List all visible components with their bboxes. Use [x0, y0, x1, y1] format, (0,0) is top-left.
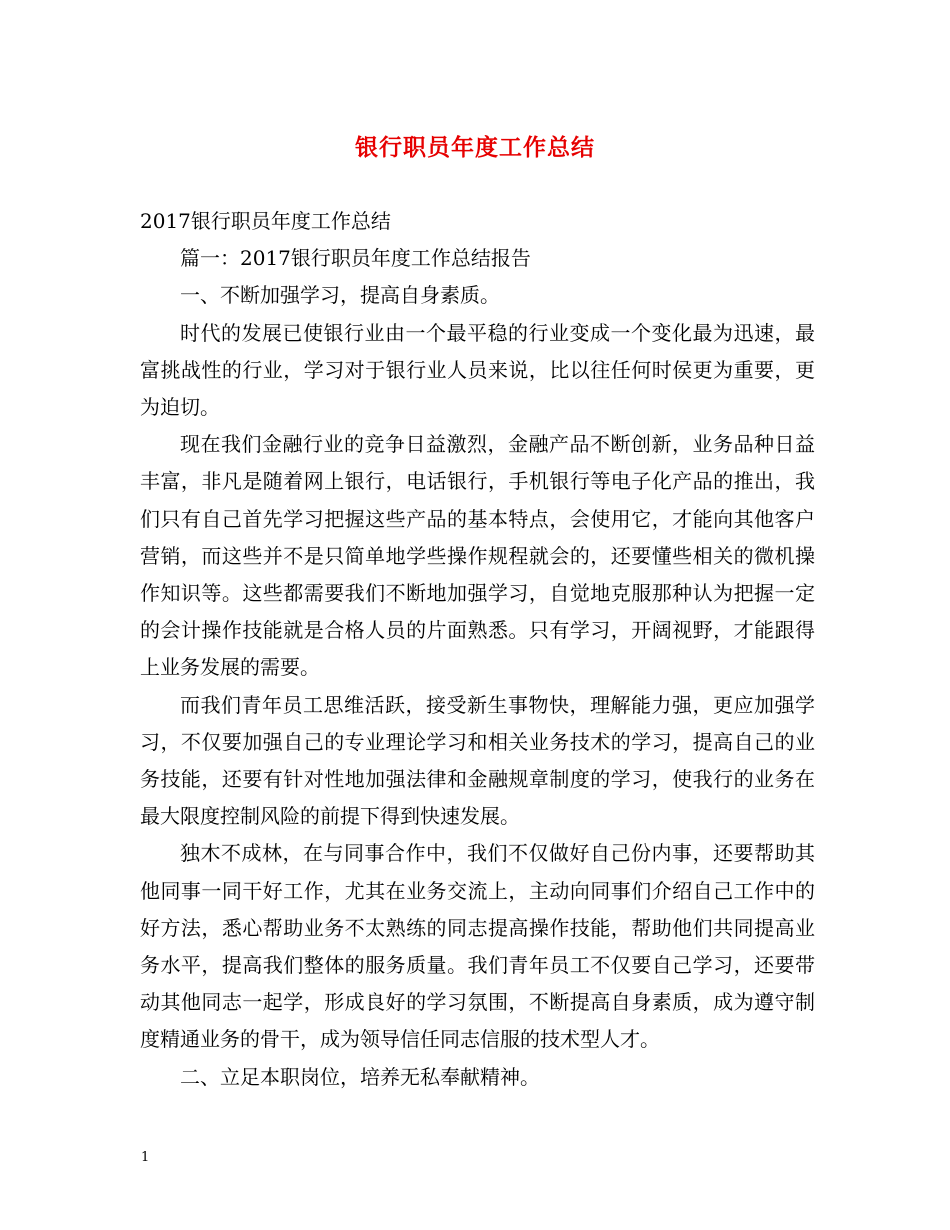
section-heading-paragraph: 一、不断加强学习，提高自身素质。	[180, 283, 500, 308]
body-paragraph: 时代的发展已使银行业由一个最平稳的行业变成一个变化最为迅速，最富挑战性的行业，学习对于银行业人员来说，比以往任何时侯更为重要，更为迫切。	[140, 320, 815, 420]
section-heading-paragraph: 二、立足本职岗位，培养无私奉献精神。	[180, 1064, 540, 1089]
body-paragraph: 而我们青年员工思维活跃，接受新生事物快，理解能力强，更应加强学习，不仅要加强自己的专业理论学习和相关业务技术的学习，提高自己的业务技能，还要有针对性地加强法律和金融规章制度的学习，使我行的业务在最大限度控制风险的前提下得到快速发展。	[140, 692, 815, 829]
subtitle-paragraph: 2017银行职员年度工作总结	[140, 209, 391, 233]
page-number: 1	[141, 1150, 150, 1165]
document-title: 银行职员年度工作总结	[355, 134, 595, 161]
section-heading-paragraph: 篇一：2017银行职员年度工作总结报告	[180, 246, 531, 271]
document-body	[140, 203, 815, 1096]
body-paragraph: 独木不成林，在与同事合作中，我们不仅做好自己份内事，还要帮助其他同事一同干好工作，尤其在业务交流上，主动向同事们介绍自己工作中的好方法，悉心帮助业务不太熟练的同志提高操作技能，帮助他们共同提高业务水平，提高我们整体的服务质量。我们青年员工不仅要自己学习，还要带动其他同志一起学，形成良好的学习氛围，不断提高自身素质，成为遵守制度精通业务的骨干，成为领导信任同志信服的技术型人才。	[140, 841, 815, 1052]
body-paragraph: 现在我们金融行业的竞争日益激烈，金融产品不断创新，业务品种日益丰富，非凡是随着网上银行，电话银行，手机银行等电子化产品的推出，我们只有自己首先学习把握这些产品的基本特点，会使用它，才能向其他客户营销，而这些并不是只简单地学些操作规程就会的，还要懂些相关的微机操作知识等。这些都需要我们不断地加强学习，自觉地克服那种认为把握一定的会计操作技能就是合格人员的片面熟悉。只有学习，开阔视野，才能跟得上业务发展的需要。	[140, 432, 815, 680]
